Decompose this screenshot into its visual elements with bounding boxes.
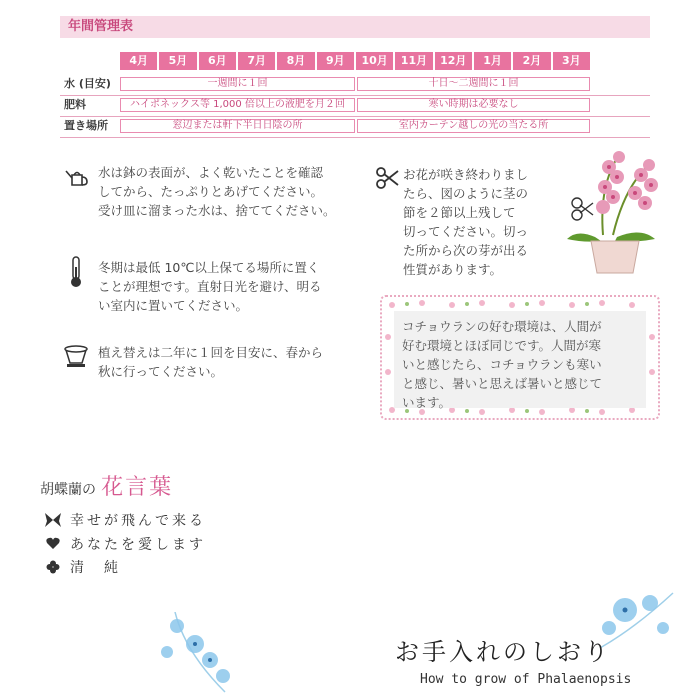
tip-line: してから、たっぷりとあげてください。 bbox=[98, 184, 324, 199]
schedule-segment: 一週間に１回 bbox=[120, 77, 355, 91]
note-line: 好む環境とほぼ同じです。人間が寒 bbox=[402, 338, 602, 353]
schedule-segment: 窓辺または軒下半日日陰の所 bbox=[120, 119, 355, 133]
note-line: いと感じたら、コチョウランも寒い bbox=[402, 357, 602, 372]
tip-line: た所から次の芽が出る bbox=[403, 243, 529, 258]
tip-temperature bbox=[98, 258, 358, 315]
butterfly-icon bbox=[44, 512, 62, 528]
month-cell: 2月 bbox=[513, 52, 550, 70]
hanakotoba-item: 清 純 bbox=[70, 560, 121, 576]
note-line: コチョウランの好む環境は、人間が bbox=[402, 319, 602, 334]
month-cell: 11月 bbox=[395, 52, 432, 70]
schedule-row-fertilizer bbox=[60, 96, 650, 114]
tip-line: 秋に行ってください。 bbox=[98, 364, 224, 379]
month-cell: 12月 bbox=[435, 52, 472, 70]
row-label: 置き場所 bbox=[64, 119, 108, 132]
blue-orchid-illustration bbox=[155, 612, 245, 697]
schedule-segment: 十日〜二週間に１回 bbox=[357, 77, 590, 91]
note-line: と感じ、暑いと思えば暑いと感じて bbox=[402, 376, 603, 391]
tip-line: ことが理想です。直射日光を避け、明る bbox=[98, 279, 322, 294]
tip-cut bbox=[403, 165, 553, 279]
tip-line: 冬期は最低 10℃以上保てる場所に置く bbox=[98, 260, 320, 275]
month-cell: 8月 bbox=[277, 52, 314, 70]
month-header bbox=[120, 52, 590, 70]
schedule-row-water bbox=[60, 75, 650, 93]
row-label: 水 (目安) bbox=[64, 77, 111, 90]
month-cell: 4月 bbox=[120, 52, 157, 70]
environment-note-box bbox=[380, 295, 660, 420]
month-cell: 1月 bbox=[474, 52, 511, 70]
watering-can-icon bbox=[64, 165, 90, 191]
month-cell: 5月 bbox=[159, 52, 196, 70]
row-label: 肥料 bbox=[64, 98, 86, 111]
row-divider bbox=[60, 137, 650, 138]
schedule-segment: 寒い時期は必要なし bbox=[357, 98, 590, 112]
month-cell: 6月 bbox=[199, 52, 236, 70]
footer-subtitle: How to grow of Phalaenopsis bbox=[420, 672, 632, 687]
tip-line: 節を２節以上残して bbox=[403, 205, 516, 220]
tip-water bbox=[98, 163, 358, 220]
tip-line: 水は鉢の表面が、よく乾いたことを確認 bbox=[98, 165, 324, 180]
hanakotoba-title: 花言葉 bbox=[101, 475, 174, 500]
month-cell: 9月 bbox=[317, 52, 354, 70]
scissors-icon bbox=[375, 165, 401, 191]
orchid-pot-illustration bbox=[555, 145, 670, 275]
hanakotoba-item: 幸せが飛んで来る bbox=[70, 513, 206, 529]
schedule-row-location bbox=[60, 117, 650, 135]
schedule-title: 年間管理表 bbox=[60, 16, 650, 38]
tip-repot bbox=[98, 343, 358, 381]
month-cell: 7月 bbox=[238, 52, 275, 70]
tip-line: い室内に置いてください。 bbox=[98, 298, 249, 313]
environment-note-text bbox=[394, 311, 646, 408]
tip-line: お花が咲き終わりまし bbox=[403, 167, 529, 182]
tip-line: 性質があります。 bbox=[403, 262, 503, 277]
heart-icon bbox=[46, 537, 60, 550]
tip-line: 受け皿に溜まった水は、捨ててください。 bbox=[98, 203, 336, 218]
tip-line: 切ってください。切っ bbox=[403, 224, 529, 239]
month-cell: 3月 bbox=[553, 52, 590, 70]
note-line: います。 bbox=[402, 395, 452, 410]
month-cell: 10月 bbox=[356, 52, 393, 70]
clover-icon bbox=[46, 560, 60, 574]
thermometer-icon bbox=[68, 255, 84, 289]
schedule-segment: ハイポネックス等 1,000 倍以上の液肥を月２回 bbox=[120, 98, 355, 112]
tip-line: たら、図のように茎の bbox=[403, 186, 529, 201]
hanakotoba-prefix: 胡蝶蘭の bbox=[40, 482, 96, 498]
footer-title: お手入れのしおり bbox=[395, 638, 611, 666]
tip-line: 植え替えは二年に１回を目安に、春から bbox=[98, 345, 324, 360]
flower-pot-icon bbox=[63, 343, 89, 369]
schedule-segment: 室内カーテン越しの光の当たる所 bbox=[357, 119, 590, 133]
hanakotoba-item: あなたを愛します bbox=[70, 537, 206, 553]
hanakotoba-heading bbox=[40, 470, 173, 501]
